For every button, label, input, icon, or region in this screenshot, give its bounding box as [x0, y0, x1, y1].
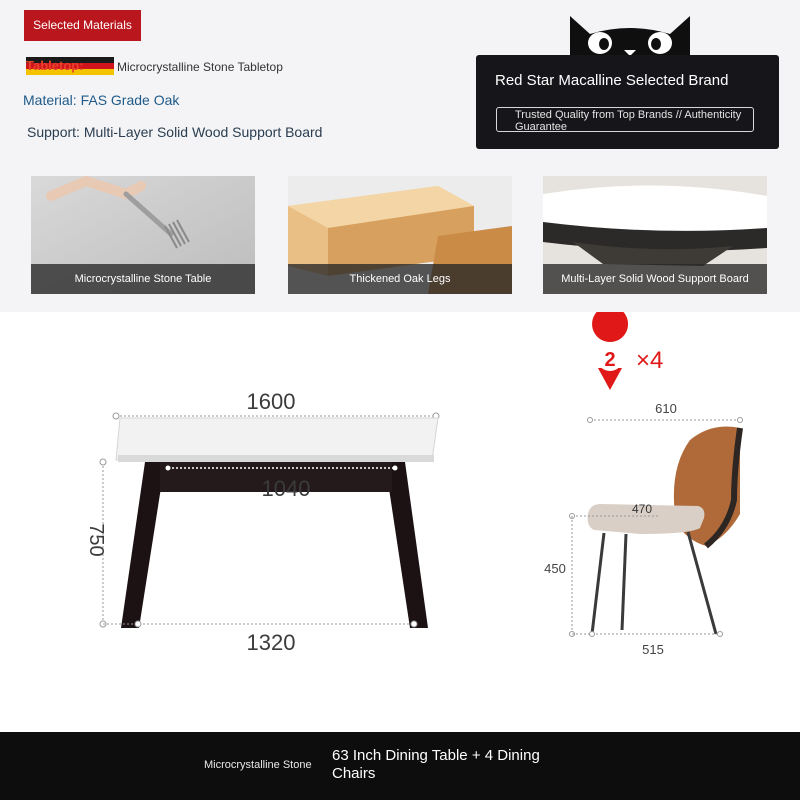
tabletop-label: Tabletop:	[26, 58, 84, 73]
footer-bar	[0, 732, 800, 800]
brand-box	[476, 55, 779, 149]
brand-title: Red Star Macalline Selected Brand	[495, 72, 729, 89]
chair-seat-height-label: 450	[544, 561, 566, 576]
panel-caption: Microcrystalline Stone Table	[31, 264, 255, 294]
footer-title: 63 Inch Dining Table + 4 Dining Chairs	[332, 747, 540, 782]
tabletop-value: Microcrystalline Stone Tabletop	[117, 60, 283, 74]
tmall-cat-logo-icon	[548, 10, 712, 60]
chair-count-number: 2	[604, 349, 616, 371]
table-height-label: 750	[85, 523, 107, 557]
panel-caption: Thickened Oak Legs	[288, 264, 512, 294]
oak-legs-panel	[288, 176, 512, 294]
support-board-panel	[543, 176, 767, 294]
dimensions-diagram	[0, 312, 800, 732]
panel-caption: Multi-Layer Solid Wood Support Board	[543, 264, 767, 294]
chair-width-label: 610	[655, 401, 677, 416]
table-inner-label: 1040	[261, 476, 311, 501]
support-text: Support: Multi-Layer Solid Wood Support Board	[27, 124, 323, 140]
table-drawing	[85, 389, 439, 655]
footer-label: Microcrystalline Stone	[204, 759, 312, 771]
chair-base-label: 515	[642, 642, 664, 657]
chair-drawing	[544, 401, 742, 657]
table-base-label: 1320	[246, 630, 296, 655]
table-length-label: 1600	[246, 389, 296, 414]
chair-depth-label: 470	[631, 502, 653, 516]
material-text: Material: FAS Grade Oak	[23, 92, 180, 108]
materials-section	[0, 0, 800, 312]
stone-tabletop-panel	[31, 176, 255, 294]
selected-materials-badge: Selected Materials	[24, 10, 141, 41]
chair-count-marker	[592, 312, 663, 390]
brand-subtitle: Trusted Quality from Top Brands // Authenticity Guarantee	[496, 107, 754, 132]
chair-count-multiplier: ×4	[636, 347, 664, 374]
